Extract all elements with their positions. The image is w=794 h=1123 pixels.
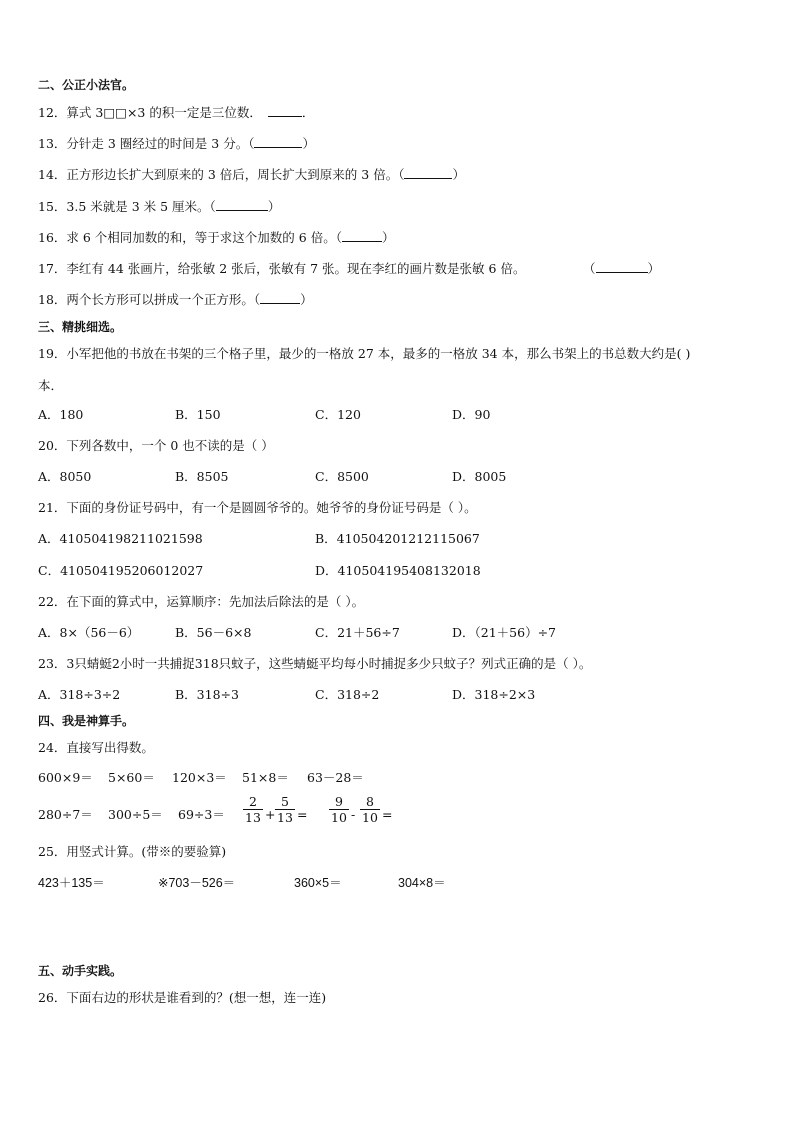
- answer-blank[interactable]: [342, 229, 382, 242]
- q23-option-c[interactable]: C．318÷2: [315, 687, 380, 702]
- vertical-calc-item: 360×5＝: [294, 876, 342, 890]
- question-12: 12．算式 3□□×3 的积一定是三位数． ．: [38, 105, 315, 120]
- vertical-calc-item: ※703－526＝: [158, 876, 236, 890]
- calc-item: 120×3＝: [172, 770, 227, 785]
- q22-option-a[interactable]: A．8×（56－6）: [38, 625, 140, 640]
- answer-blank[interactable]: [254, 135, 302, 148]
- operator: -: [351, 807, 356, 822]
- answer-blank[interactable]: [268, 104, 302, 117]
- answer-blank[interactable]: [596, 260, 648, 273]
- q20-option-c[interactable]: C．8500: [315, 469, 369, 484]
- q23-option-d[interactable]: D．318÷2×3: [452, 687, 536, 702]
- q21-option-d[interactable]: D．410504195408132018: [315, 563, 481, 578]
- fraction: 2 13: [245, 794, 261, 825]
- answer-blank[interactable]: [404, 166, 452, 179]
- q22-option-c[interactable]: C．21＋56÷7: [315, 625, 400, 640]
- q22-option-b[interactable]: B．56－6×8: [175, 625, 252, 640]
- calc-item: 300÷5＝: [108, 807, 163, 822]
- fraction: 8 10: [362, 794, 378, 825]
- q19-option-d[interactable]: D．90: [452, 407, 491, 422]
- q21-option-a[interactable]: A．410504198211021598: [38, 531, 203, 546]
- calc-item: 600×9＝: [38, 770, 93, 785]
- q23-option-a[interactable]: A．318÷3÷2: [38, 687, 121, 702]
- calc-item: 280÷7＝: [38, 807, 93, 822]
- question-25: 25．用竖式计算。(带※的要验算): [38, 844, 227, 859]
- question-14: 14．正方形边长扩大到原来的 3 倍后，周长扩大到原来的 3 倍。（ ）: [38, 167, 465, 182]
- answer-blank[interactable]: [216, 198, 268, 211]
- q20-option-b[interactable]: B．8505: [175, 469, 229, 484]
- fraction: 9 10: [331, 794, 347, 825]
- question-13: 13．分针走 3 圈经过的时间是 3 分。（ ）: [38, 136, 315, 151]
- equals: =: [297, 807, 308, 822]
- calc-item: 5×60＝: [108, 770, 155, 785]
- section-2-title: 二、公正小法官。: [38, 78, 135, 92]
- answer-blank[interactable]: [260, 291, 300, 304]
- vertical-calc-item: 304×8＝: [398, 876, 446, 890]
- equals: =: [382, 807, 393, 822]
- q19-option-c[interactable]: C．120: [315, 407, 361, 422]
- q19-option-b[interactable]: B．150: [175, 407, 221, 422]
- vertical-calc-item: 423＋135＝: [38, 876, 105, 890]
- q20-option-a[interactable]: A．8050: [38, 469, 92, 484]
- question-22: 22．在下面的算式中，运算顺序：先加法后除法的是（ ）。: [38, 594, 365, 609]
- question-17: 17．李红有 44 张画片，给张敏 2 张后，张敏有 7 张。现在李红的画片数是张敏 6 倍。: [38, 261, 526, 276]
- question-19-line-1: 19．小军把他的书放在书架的三个格子里，最少的一格放 27 本，最多的一格放 34 本，那么书架上的书总数大约是( ): [38, 346, 691, 361]
- q20-option-d[interactable]: D．8005: [452, 469, 507, 484]
- calc-item: 51×8＝: [242, 770, 289, 785]
- q19-option-a[interactable]: A．180: [38, 407, 84, 422]
- fraction: 5 13: [277, 794, 293, 825]
- q23-option-b[interactable]: B．318÷3: [175, 687, 239, 702]
- q21-option-b[interactable]: B．410504201212115067: [315, 531, 480, 546]
- operator: +: [265, 807, 276, 822]
- question-20: 20．下列各数中，一个 0 也不读的是（ ）: [38, 438, 274, 453]
- q21-option-c[interactable]: C．410504195206012027: [38, 563, 204, 578]
- q22-option-d[interactable]: D．（21＋56）÷7: [452, 625, 557, 640]
- question-19-line-2: 本．: [38, 378, 64, 393]
- question-17-answer: （ ）: [583, 261, 661, 276]
- question-16: 16．求 6 个相同加数的和，等于求这个加数的 6 倍。（ ）: [38, 230, 395, 245]
- question-26: 26．下面右边的形状是谁看到的？(想一想，连一连): [38, 990, 327, 1005]
- question-23: 23．3只蜻蜓2小时一共捕捉318只蚊子，这些蜻蜓平均每小时捕捉多少只蚊子？列式正确的是（ ）。: [38, 656, 592, 671]
- section-4-title: 四、我是神算手。: [38, 714, 135, 728]
- section-3-title: 三、精挑细选。: [38, 320, 123, 334]
- calc-item: 63－28＝: [307, 770, 364, 785]
- question-24: 24．直接写出得数。: [38, 740, 154, 755]
- question-21: 21．下面的身份证号码中，有一个是圆圆爷爷的。她爷爷的身份证号码是（ ）。: [38, 500, 477, 515]
- section-5-title: 五、动手实践。: [38, 964, 123, 978]
- question-15: 15．3.5 米就是 3 米 5 厘米。（ ）: [38, 199, 281, 214]
- question-18: 18．两个长方形可以拼成一个正方形。（ ）: [38, 292, 313, 307]
- calc-item: 69÷3＝: [178, 807, 225, 822]
